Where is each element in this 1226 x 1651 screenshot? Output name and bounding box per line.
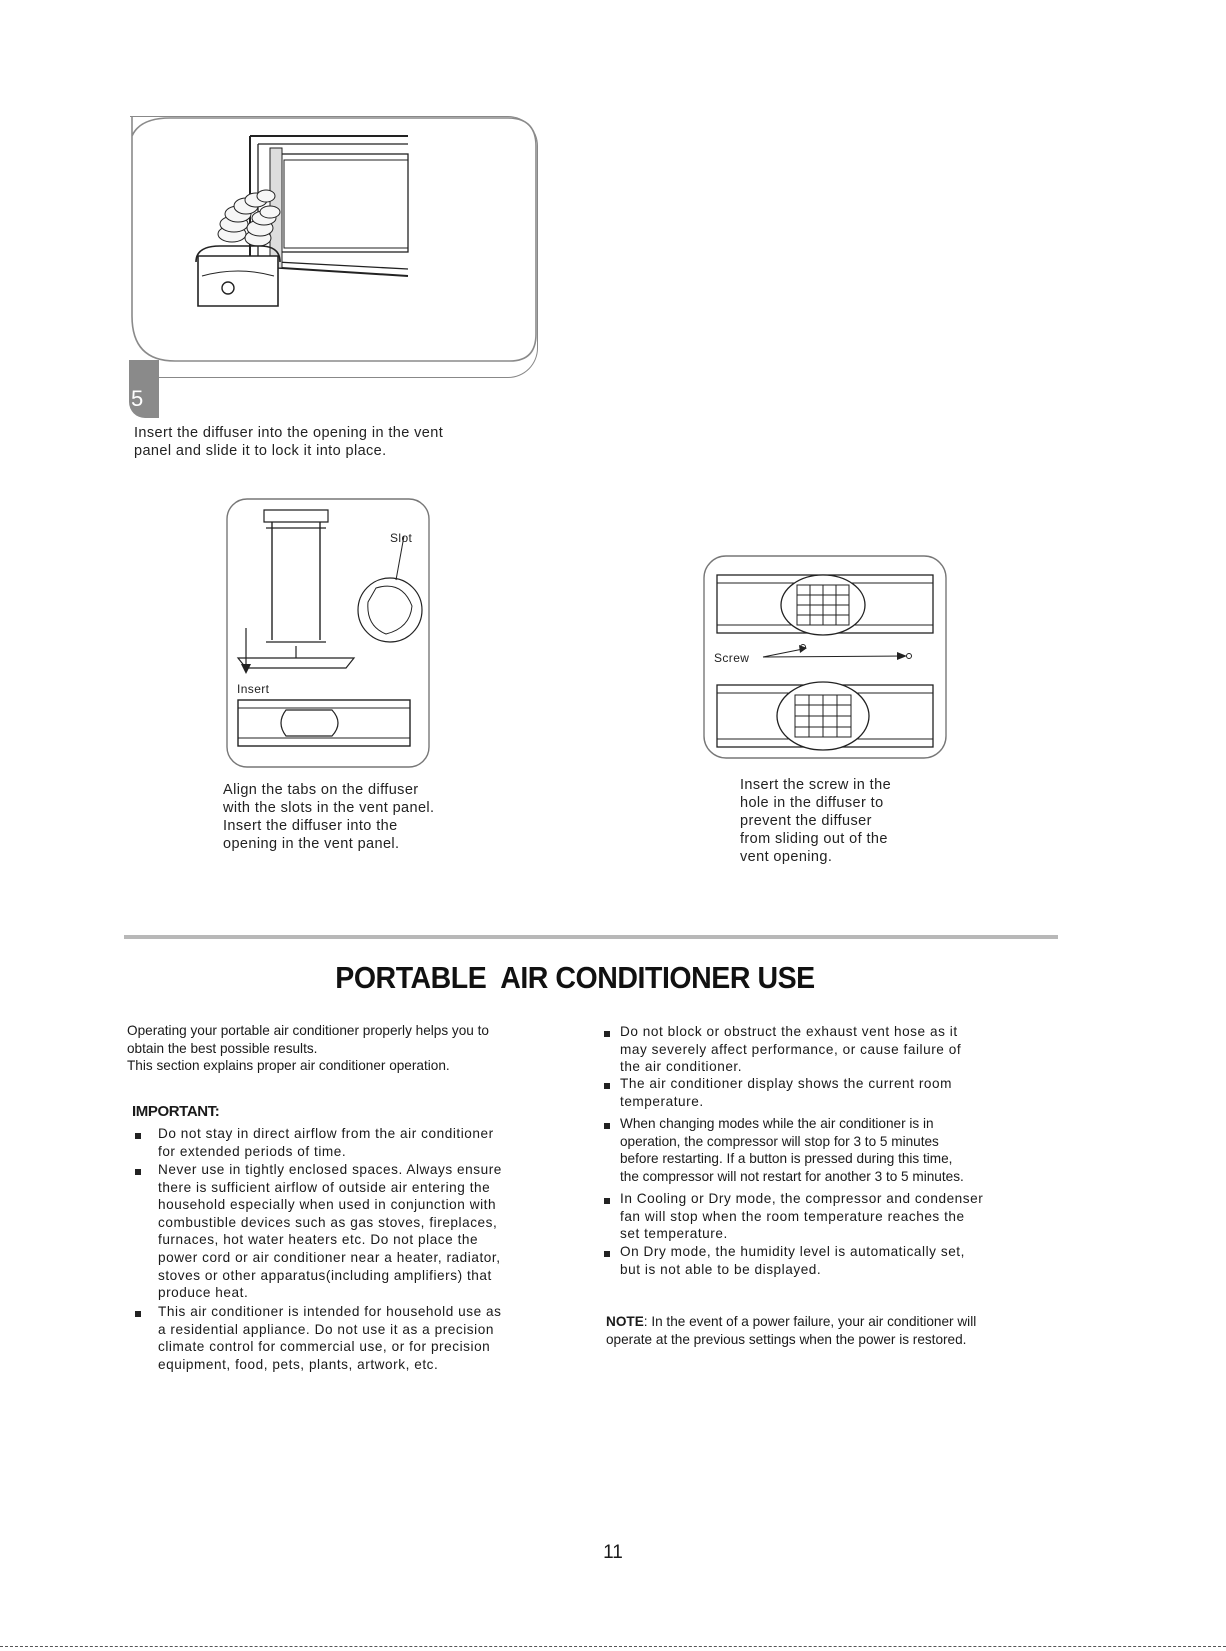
item-line: may severely affect performance, or cause failure of <box>620 1041 962 1057</box>
label-insert: Insert <box>237 682 270 696</box>
item-line: On Dry mode, the humidity level is automatically set, <box>620 1244 965 1259</box>
item-line: equipment, food, pets, plants, artwork, etc. <box>158 1356 439 1372</box>
section-divider <box>124 935 1058 939</box>
caption-line: Align the tabs on the diffuser <box>223 782 419 798</box>
label-screw: Screw <box>714 651 750 665</box>
item-line: Do not block or obstruct the exhaust vent hose as it <box>620 1024 958 1039</box>
item-line: fan will stop when the room temperature reaches the <box>620 1208 965 1224</box>
item-line: climate control for commercial use, or for precision <box>158 1339 491 1355</box>
important-item <box>158 1303 502 1373</box>
caption-line: panel and slide it to lock it into place. <box>134 443 387 459</box>
item-line: operation, the compressor will stop for 3 to 5 minutes <box>620 1133 939 1149</box>
right-item <box>620 1023 961 1076</box>
item-line: the compressor will not restart for another 3 to 5 minutes. <box>620 1168 964 1184</box>
bullet-icon <box>604 1198 610 1204</box>
item-line: there is sufficient airflow of outside air entering the <box>158 1179 491 1195</box>
right-item <box>620 1190 983 1243</box>
caption-line: hole in the diffuser to <box>740 795 884 811</box>
right-item <box>620 1243 965 1278</box>
item-line: stoves or other apparatus(including amplifiers) that <box>158 1267 492 1283</box>
caption-line: Insert the diffuser into the opening in the vent <box>134 425 444 441</box>
intro-text <box>127 1022 489 1075</box>
bullet-icon <box>135 1133 141 1139</box>
item-line: a residential appliance. Do not use it as a precision <box>158 1321 494 1337</box>
caption-line: Insert the diffuser into the <box>223 818 398 834</box>
bullet-icon <box>135 1169 141 1175</box>
caption-line: with the slots in the vent panel. <box>223 800 435 816</box>
item-line: but is not able to be displayed. <box>620 1261 822 1277</box>
item-line: the air conditioner. <box>620 1059 743 1075</box>
item-line: produce heat. <box>158 1285 249 1301</box>
item-line: Do not stay in direct airflow from the air conditioner <box>158 1126 494 1141</box>
step-number: 5 <box>131 386 144 411</box>
important-item <box>158 1125 494 1160</box>
page-edge-divider <box>0 1646 1226 1647</box>
align-caption <box>223 781 435 853</box>
note-line <box>606 1313 976 1331</box>
bullet-icon <box>135 1311 141 1317</box>
caption-line: Insert the screw in the <box>740 777 892 793</box>
item-line: temperature. <box>620 1093 704 1109</box>
label-slot: Slot <box>390 531 413 545</box>
item-line: power cord or air conditioner near a heater, radiator, <box>158 1249 501 1265</box>
note-line: operate at the previous settings when the power is restored. <box>606 1331 967 1347</box>
important-heading: IMPORTANT: <box>132 1103 220 1120</box>
bullet-icon <box>604 1083 610 1089</box>
caption-line: from sliding out of the <box>740 831 888 847</box>
item-line: In Cooling or Dry mode, the compressor and condenser <box>620 1191 984 1206</box>
item-line: When changing modes while the air conditioner is in <box>620 1116 934 1131</box>
important-item <box>158 1161 502 1302</box>
right-item <box>620 1075 952 1110</box>
intro-line: obtain the best possible results. <box>127 1040 318 1056</box>
caption-line: prevent the diffuser <box>740 813 872 829</box>
item-line: combustible devices such as gas stoves, fireplaces, <box>158 1214 498 1230</box>
item-line: for extended periods of time. <box>158 1143 347 1159</box>
right-item <box>620 1115 964 1185</box>
item-line: set temperature. <box>620 1226 728 1242</box>
page-number: 11 <box>603 1542 623 1563</box>
note-text: : In the event of a power failure, your air conditioner will <box>643 1314 977 1329</box>
bullet-icon <box>604 1031 610 1037</box>
item-line: before restarting. If a button is pressed during this time, <box>620 1151 953 1167</box>
caption-line: vent opening. <box>740 849 833 865</box>
step5-caption <box>134 424 443 460</box>
bullet-icon <box>604 1123 610 1129</box>
intro-line: Operating your portable air conditioner properly helps you to <box>127 1023 489 1038</box>
caption-line: opening in the vent panel. <box>223 836 400 852</box>
item-line: furnaces, hot water heaters etc. Do not place the <box>158 1232 479 1248</box>
intro-line: This section explains proper air conditioner operation. <box>127 1058 450 1074</box>
item-line: household especially when used in conjunction with <box>158 1197 497 1213</box>
bullet-icon <box>604 1251 610 1257</box>
note-label: NOTE <box>606 1314 644 1329</box>
item-line: This air conditioner is intended for household use as <box>158 1304 502 1319</box>
note-block <box>606 1313 976 1348</box>
section-title: PORTABLE AIR CONDITIONER USE <box>335 960 815 995</box>
item-line: Never use in tightly enclosed spaces. Always ensure <box>158 1162 502 1177</box>
illustration-vent-hoses <box>130 116 540 378</box>
screw-caption <box>740 776 891 866</box>
item-line: The air conditioner display shows the current room <box>620 1076 952 1091</box>
